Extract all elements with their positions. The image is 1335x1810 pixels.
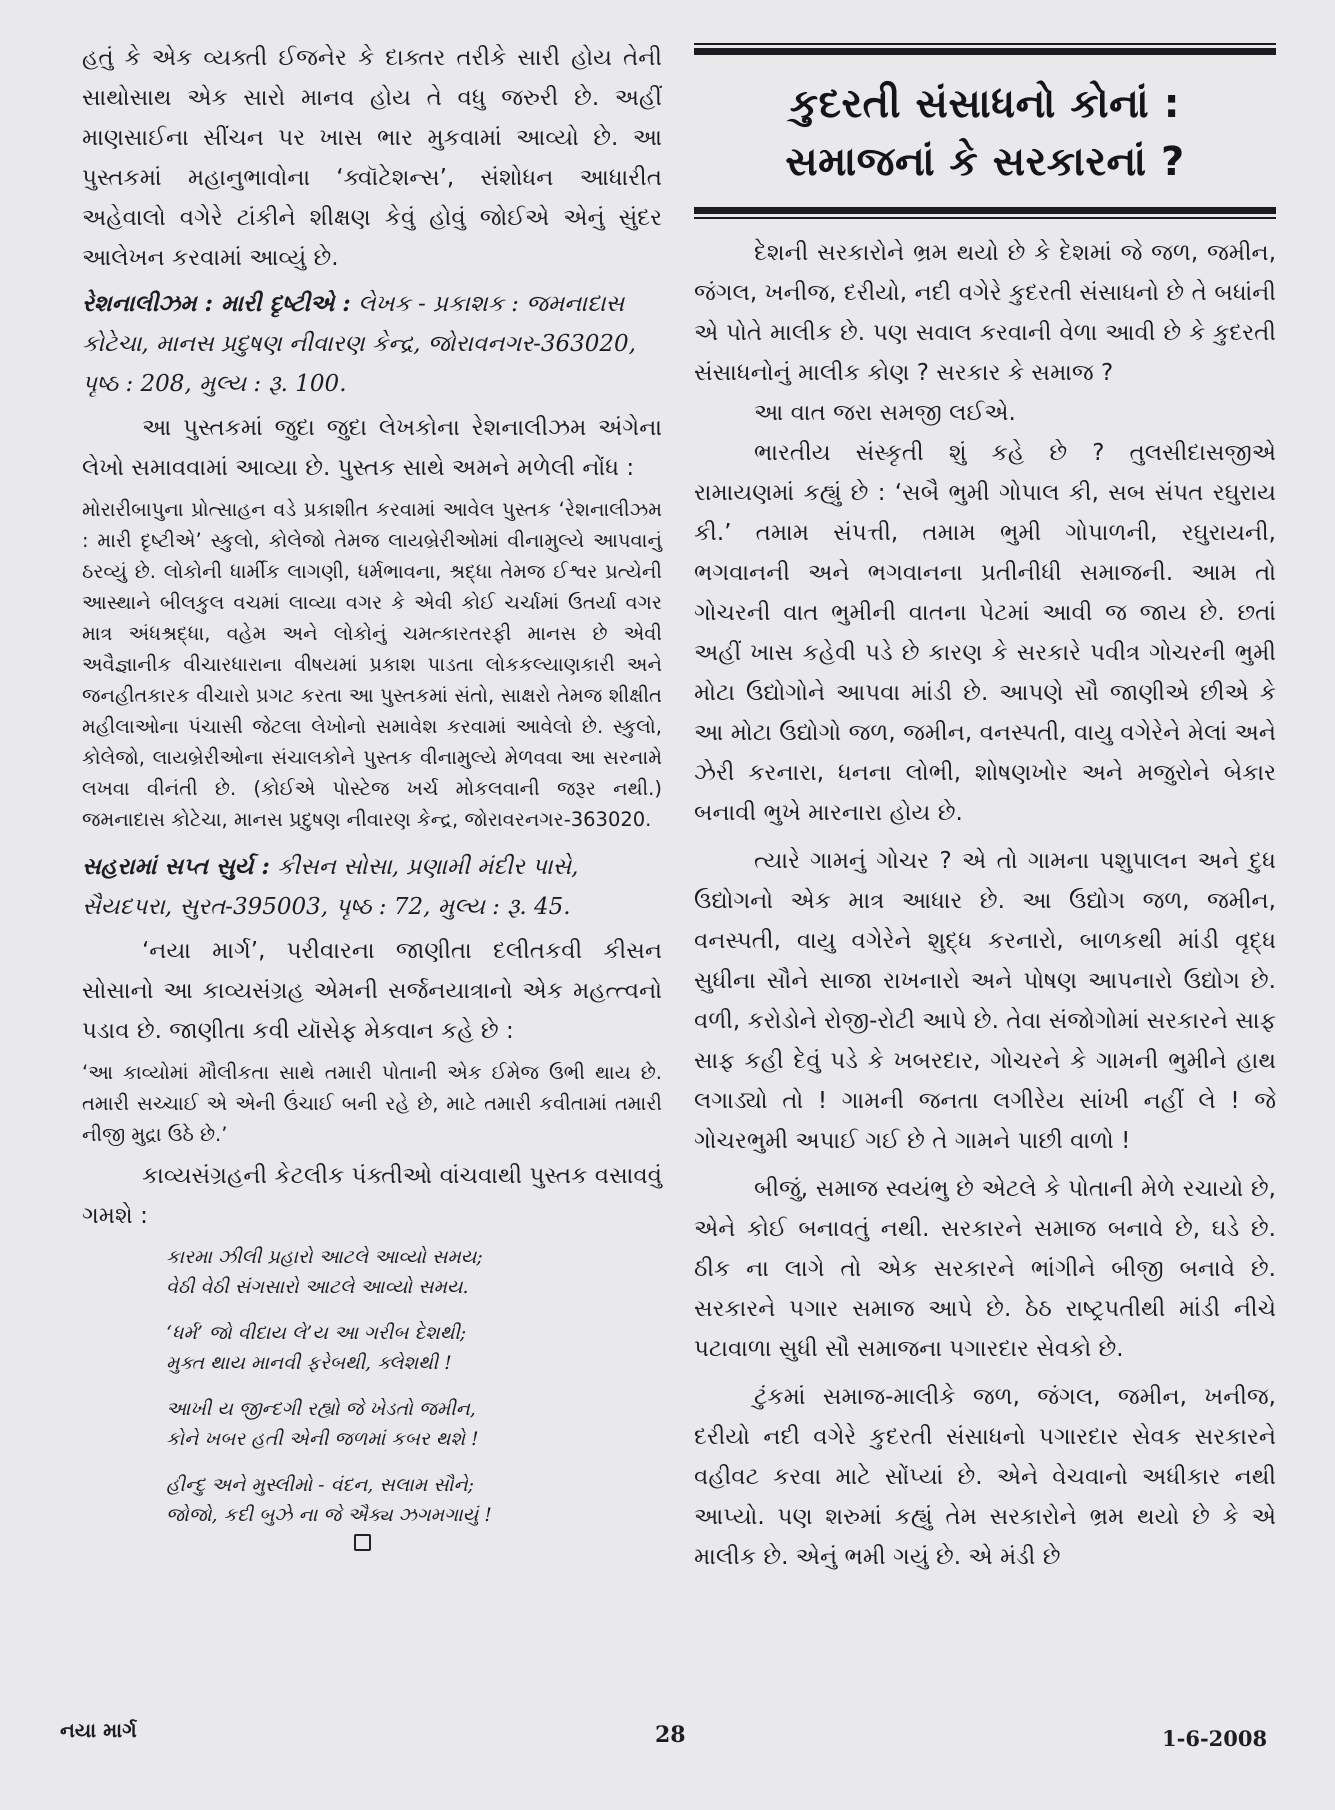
poem-stanza	[166, 1394, 662, 1454]
book-review-heading-rationalism	[82, 284, 662, 404]
book-note: મોરારીબાપુના પ્રોત્સાહન વડે પ્રકાશીત કરવામાં આવેલ પુસ્તક ‘રેશનાલીઝમ : મારી દૃષ્ટીએ’ સ્કુલો, કોલેજો તેમજ લાયબ્રેરીઓમાં વીનામુલ્યે આપવાનું ઠરવ્યું છે. લોકોની ધાર્મીક લાગણી, ધર્મભાવના, શ્રદ્ધા તેમજ ઈશ્વર પ્રત્યેની આસ્થાને બીલકુલ વચમાં લાવ્યા વગર કે એવી કોઈ ચર્ચામાં ઉતર્યા વગર માત્ર અંધશ્રદ્ધા, વહેમ અને લોકોનું ચમત્કારતરફી માનસ છે એવી અવૈજ્ઞાનીક વીચારધારાના વીષયમાં પ્રકાશ પાડતા લોકકલ્યાણકારી અને જનહીતકારક વીચારો પ્રગટ કરતા આ પુસ્તકમાં સંતો, સાક્ષરો તેમજ શીક્ષીત મહીલાઓના પંચાસી જેટલા લેખોનો સમાવેશ કરવામાં આવેલો છે. સ્કુલો, કોલેજો, લાયબ્રેરીઓના સંચાલકોને પુસ્તક વીનામુલ્યે મેળવવા આ સરનામે લખવા વીનંતી છે. (કોઈએ પોસ્ટેજ ખર્ચ મોકલવાની જરૂર નથી.) જમનાદાસ કોટેચા, માનસ પ્રદુષણ નીવારણ કેન્દ્ર, જોરાવરનગર-363020.	[82, 498, 662, 831]
article-paragraph: બીજું, સમાજ સ્વયંભુ છે એટલે કે પોતાની મેળે રચાયો છે, એને કોઈ બનાવતું નથી. સરકારને સમાજ બનાવે છે, ઘડે છે. ઠીક ના લાગે તો એક સરકારને ભાંગીને બીજી બનાવે છે. સરકારને પગાર સમાજ આપે છે. ઠેઠ રાષ્ટ્રપતીથી માંડી નીચે પટાવાળા સુધી સૌ સમાજના પગારદાર સેવકો છે.	[694, 1176, 1276, 1362]
poem-stanza	[166, 1470, 662, 1530]
article-paragraph: ભારતીય સંસ્કૃતી શું કહે છે ? તુલસીદાસજીએ રામાયણમાં કહ્યું છે : ‘સબૈ ભુમી ગોપાલ કી, સબ સંપત રઘુરાય કી.’ તમામ સંપત્તી, તમામ ભુમી ગોપાળની, રઘુરાયની, ભગવાનની અને ભગવાનના પ્રતીનીધી સમાજની. આમ તો ગોચરની વાત ભુમીની વાતના પેટમાં આવી જ જાય છે. છતાં અહીં ખાસ કહેવી પડે છે કારણ કે સરકારે પવીત્ર ગોચરની ભુમી મોટા ઉદ્યોગોને આપવા માંડી છે. આપણે સૌ જાણીએ છીએ કે આ મોટા ઉદ્યોગો જળ, જમીન, વનસ્પતી, વાયુ વગેરેને મેલાં અને ઝેરી કરનારા, ધનના લોભી, શોષણખોર અને મજુરોને બેકાર બનાવી ભુખે મારનારા હોય છે.	[694, 440, 1276, 826]
headline-rule-bottom-thin	[694, 217, 1276, 219]
book-title: રેશનાલીઝમ : મારી દૃષ્ટીએ :	[82, 290, 351, 317]
footer-magazine-name: નયા માર્ગ	[60, 1718, 137, 1742]
article-paragraph: દેશની સરકારોને ભ્રમ થયો છે કે દેશમાં જે જળ, જમીન, જંગલ, ખનીજ, દરીયો, નદી વગેરે કુદરતી સંસાધનો છે તે બધાંની એ પોતે માલીક છે. પણ સવાલ કરવાની વેળા આવી છે કે કુદરતી સંસાધનોનું માલીક કોણ ? સરકાર કે સમાજ ?	[694, 240, 1276, 386]
poem-line: કોને ખબર હતી એની જળમાં કબર થશે !	[166, 1428, 479, 1450]
article-headline	[694, 75, 1276, 191]
poem-stanza	[166, 1242, 662, 1302]
poem-line: વેઠી વેઠી સંગસારો આટલે આવ્યો સમય.	[166, 1276, 469, 1298]
intro-paragraph: હતું કે એક વ્યક્તી ઈજનેર કે દાક્તર તરીકે સારી હોય તેની સાથોસાથ એક સારો માનવ હોય તે વધુ જરુરી છે. અહીં માણસાઈના સીંચન પર ખાસ ભાર મુકવામાં આવ્યો છે. આ પુસ્તકમાં મહાનુભાવોના ‘ક્વૉટેશન્સ’, સંશોધન આધારીત અહેવાલો વગેરે ટાંકીને શીક્ષણ કેવું હોવું જોઈએ એનું સુંદર આલેખન કરવામાં આવ્યું છે.	[82, 45, 662, 271]
headline-rule-top-thick	[694, 48, 1276, 55]
book-review-paragraph: કાવ્યસંગ્રહની કેટલીક પંક્તીઓ વાંચવાથી પુસ્તક વસાવવું ગમશે :	[82, 1163, 662, 1229]
right-column	[694, 40, 1276, 1577]
headline-line: સમાજનાં કે સરકારનાં ?	[785, 139, 1185, 185]
article-paragraph: આ વાત જરા સમજી લઈએ.	[754, 400, 1016, 426]
headline-line: કુદરતી સંસાધનો કોનાં :	[789, 81, 1181, 127]
book-review-paragraph: આ પુસ્તકમાં જુદા જુદા લેખકોના રેશનાલીઝમ અંગેના લેખો સમાવવામાં આવ્યા છે. પુસ્તક સાથે અમને મળેલી નોંધ :	[82, 415, 662, 481]
book-details: લેખક - પ્રકાશક : જમનાદાસ કોટેચા, માનસ પ્રદુષણ નીવારણ કેન્દ્ર, જોરાવનગર-363020, પૃષ્ઠ : 208, મુલ્ય : રૂ. 100.	[82, 291, 636, 397]
poem-excerpt	[82, 1242, 662, 1530]
end-of-article-box-icon	[354, 1534, 371, 1551]
headline-rule-top-thin	[694, 43, 1276, 45]
poem-line: મુક્ત થાય માનવી ફરેબથી, ક્લેશથી !	[166, 1352, 452, 1374]
footer-page-number: 28	[655, 1722, 686, 1748]
footer-date: 1-6-2008	[1162, 1726, 1268, 1751]
book-details: કીસન સોસા, પ્રણામી મંદીર પાસે, સૈયદપરા, સુરત-395003, પૃષ્ઠ : 72, મુલ્ય : રૂ. 45.	[82, 854, 579, 920]
book-title: સહરામાં સપ્ત સુર્ય :	[82, 853, 270, 880]
poem-line: ‘ધર્મ’ જો વીદાય લે’ય આ ગરીબ દેશથી;	[166, 1322, 467, 1344]
book-review-heading-poetry	[82, 847, 662, 927]
poem-line: હીન્દુ અને મુસ્લીમો - વંદન, સલામ સૌને;	[166, 1474, 475, 1496]
poem-line: જોજો, કદી બુઝે ના જે ઐક્ય ઝગમગાયું !	[166, 1504, 492, 1526]
poem-line: આખી ય જીન્દગી રહ્યો જે ખેડતો જમીન,	[166, 1398, 476, 1420]
book-review-paragraph: ‘નયા માર્ગ’, પરીવારના જાણીતા દલીતકવી કીસન સોસાનો આ કાવ્યસંગ્રહ એમની સર્જનયાત્રાનો એક મહત્ત્વનો પડાવ છે. જાણીતા કવી યૉસેફ મેકવાન કહે છે :	[82, 938, 662, 1044]
poem-line: કારમા ઝીલી પ્રહારો આટલે આવ્યો સમય;	[166, 1246, 483, 1268]
left-column	[82, 38, 662, 1551]
headline-rule-bottom-thick	[694, 207, 1276, 214]
article-paragraph: ત્યારે ગામનું ગોચર ? એ તો ગામના પશુપાલન અને દુધ ઉદ્યોગનો એક માત્ર આધાર છે. આ ઉદ્યોગ જળ, જમીન, વનસ્પતી, વાયુ વગેરેને શુદ્ધ કરનારો, બાળકથી માંડી વૃદ્ધ સુધીના સૌને સાજા રાખનારો અને પોષણ આપનારો ઉદ્યોગ છે. વળી, કરોડોને રોજી-રોટી આપે છે. તેવા સંજોગોમાં સરકારને સાફ સાફ કહી દેવું પડે કે ખબરદાર, ગોચરને કે ગામની ભુમીને હાથ લગાડ્યો તો ! ગામની જનતા લગીરેય સાંખી નહીં લે ! જે ગોચરભુમી અપાઈ ગઈ છે તે ગામને પાછી વાળો !	[694, 848, 1277, 1154]
poet-quote: ‘આ કાવ્યોમાં મૌલીકતા સાથે તમારી પોતાની એક ઈમેજ ઉભી થાય છે. તમારી સચ્ચાઈ એ એની ઉંચાઈ બની રહે છે, માટે તમારી કવીતામાં તમારી નીજી મુદ્રા ઉઠે છે.’	[82, 1061, 662, 1146]
poem-stanza	[166, 1318, 662, 1378]
article-paragraph: ટુંકમાં સમાજ-માલીકે જળ, જંગલ, જમીન, ખનીજ, દરીયો નદી વગેરે કુદરતી સંસાધનો પગારદાર સેવક સરકારને વહીવટ કરવા માટે સોંપ્યાં છે. એને વેચવાનો અધીકાર નથી આપ્યો. પણ શરુમાં કહ્યું તેમ સરકારોને ભ્રમ થયો છે કે એ માલીક છે. એનું ભમી ગયું છે. એ મંડી છે	[694, 1384, 1276, 1570]
